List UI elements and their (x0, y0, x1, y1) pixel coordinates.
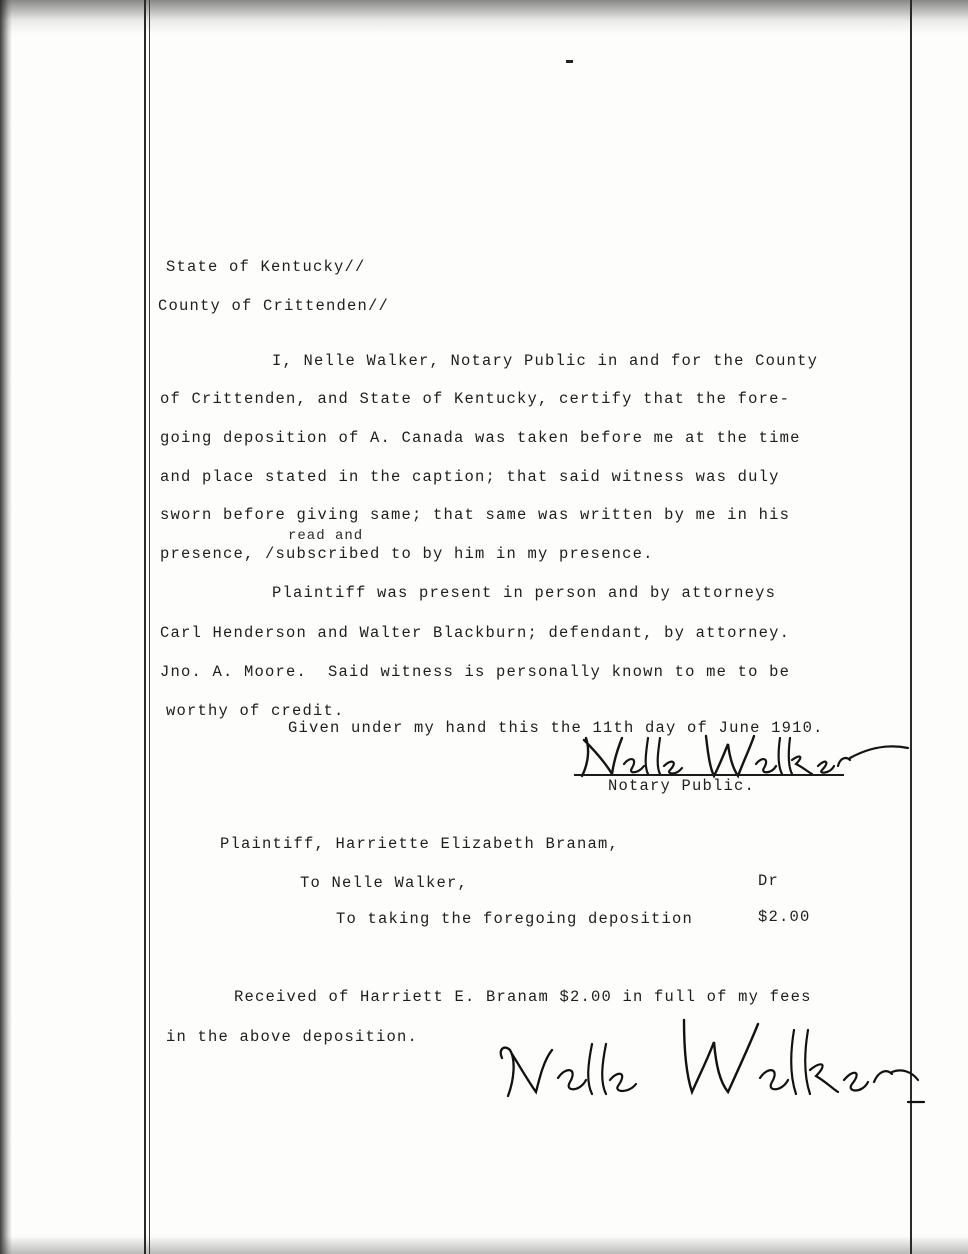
receipt-signature-image (488, 1010, 928, 1120)
bill-party: Plaintiff, Harriette Elizabeth Branam, (220, 835, 620, 853)
left-margin-rule (144, 0, 146, 1254)
certificate-line-6: presence, /subscribed to by him in my presence. (160, 545, 654, 563)
certificate-line-2: of Crittenden, and State of Kentucky, certify that the fore- (160, 390, 791, 408)
bill-amount: $2.00 (758, 908, 811, 926)
bill-to: To Nelle Walker, (300, 874, 469, 892)
bill-debit-label: Dr (758, 872, 780, 890)
venue-county: County of Crittenden// (158, 297, 390, 315)
appearance-line-3: Jno. A. Moore. Said witness is personally known to me to be (160, 663, 791, 681)
left-margin-rule-inner (149, 0, 150, 1254)
appearance-line-1: Plaintiff was present in person and by attorneys (272, 584, 777, 602)
scan-speck (566, 60, 573, 63)
receipt-line-1: Received of Harriett E. Branam $2.00 in full of my fees (234, 988, 812, 1006)
bill-item: To taking the foregoing deposition (336, 910, 694, 928)
given-under-hand: Given under my hand this the 11th day of June 1910. (288, 719, 824, 737)
certificate-line-4: and place stated in the caption; that said witness was duly (160, 468, 780, 486)
venue-state: State of Kentucky// (166, 258, 366, 276)
notary-title: Notary Public. (608, 777, 756, 795)
certificate-line-3: going deposition of A. Canada was taken before me at the time (160, 429, 801, 447)
receipt-line-2: in the above deposition. (166, 1028, 419, 1046)
certificate-line-1: I, Nelle Walker, Notary Public in and for the County (272, 352, 819, 370)
certificate-line-5: sworn before giving same; that same was written by me in his (160, 506, 791, 524)
notary-signature-line (574, 774, 844, 776)
scan-left-shadow (0, 0, 12, 1254)
appearance-line-2: Carl Henderson and Walter Blackburn; defendant, by attorney. (160, 624, 791, 642)
appearance-line-4: worthy of credit. (166, 702, 345, 720)
interlinear-insertion: read and (288, 528, 364, 544)
